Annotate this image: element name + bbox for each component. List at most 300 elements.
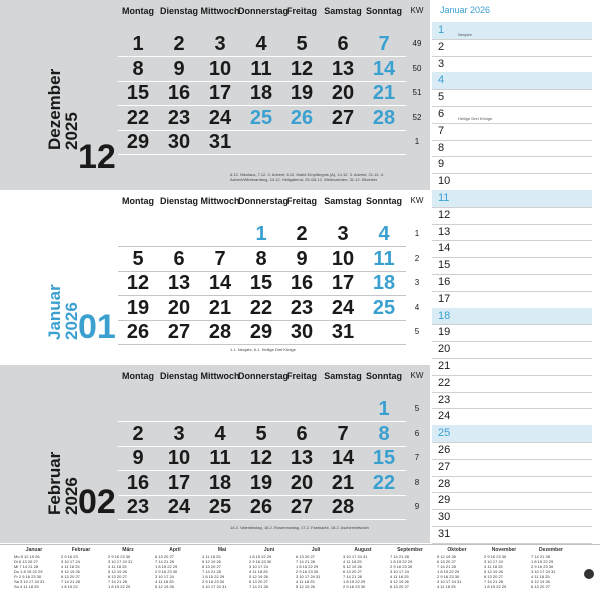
day-cell[interactable]: 23 (126, 496, 150, 518)
year-month-mini (155, 548, 195, 589)
notes-row[interactable] (432, 274, 592, 292)
week-number: 3 (414, 278, 420, 287)
week-number: 49 (412, 39, 422, 48)
day-cell[interactable]: 14 (372, 57, 396, 80)
day-cell[interactable]: 27 (331, 106, 355, 129)
week-number: 6 (414, 428, 420, 438)
day-cell[interactable]: 7 (378, 33, 390, 55)
notes-day-number: 2 (438, 40, 445, 53)
day-cell[interactable]: 10 (331, 247, 355, 270)
notes-row[interactable] (432, 358, 592, 376)
year-month-row: 7 14 21 28 (155, 559, 174, 564)
year-month-row: 7 14 21 28 (390, 554, 409, 559)
year-month-mini (61, 548, 101, 589)
day-cell[interactable]: 7 (337, 422, 349, 445)
month-year: 2025 (62, 112, 81, 150)
month-name-vertical (46, 220, 80, 340)
weekday-header: Mittwoch (200, 196, 240, 206)
month-panel-dezember (0, 0, 430, 190)
day-cell[interactable]: 15 (372, 447, 396, 469)
weekday-header: Mittwoch (200, 371, 240, 381)
year-month-row: Mi 7 14 21 28 (14, 564, 39, 569)
year-month-row: 5 12 19 26 (61, 569, 80, 574)
notes-holiday-label: Neujahr (458, 32, 473, 37)
day-cell[interactable]: 21 (372, 82, 396, 104)
weekday-header: Donnerstag (238, 371, 289, 381)
year-month-row: 2 9 16 23 (61, 554, 78, 559)
year-month-row: 5 12 19 26 (155, 584, 174, 589)
notes-day-number: 5 (438, 91, 445, 104)
notes-row[interactable] (432, 492, 592, 510)
notes-row[interactable] (432, 140, 592, 158)
year-month-row: 5 12 19 26 (390, 579, 409, 584)
year-month-row: 6 13 20 27 (108, 574, 127, 579)
day-cell[interactable]: 22 (126, 106, 150, 129)
year-month-mini (390, 548, 430, 589)
year-month-row: 7 14 21 28 (61, 579, 80, 584)
week-number-header: KW (410, 371, 424, 380)
day-cell[interactable]: 24 (331, 296, 355, 319)
year-month-mini (14, 548, 54, 589)
year-month-row: Do 1 8 15 22 29 (14, 569, 43, 574)
year-month-row: 1 8 15 22 29 (484, 584, 507, 589)
day-cell[interactable]: 9 (132, 447, 144, 469)
year-month-name: April (169, 547, 181, 553)
day-cell[interactable]: 4 (214, 422, 226, 445)
day-cell[interactable]: 25 (249, 106, 273, 129)
day-cell[interactable]: 19 (249, 471, 273, 494)
year-month-name: September (397, 547, 423, 553)
year-month-row: 1 8 15 22 29 (108, 584, 131, 589)
notes-row[interactable] (432, 224, 592, 242)
year-month-row: 2 9 16 23 30 (108, 554, 131, 559)
year-month-row: 3 10 17 24 (155, 574, 174, 579)
month-year: 2026 (62, 477, 81, 515)
day-cell[interactable]: 19 (126, 296, 150, 319)
year-month-row: 3 10 17 24 (249, 564, 268, 569)
weekday-header: Montag (122, 196, 154, 206)
day-cell[interactable]: 1 (378, 398, 390, 420)
year-month-row: So 4 11 18 25 (14, 584, 39, 589)
month-notes-column (432, 5, 600, 544)
day-cell[interactable]: 15 (249, 272, 273, 294)
notes-day-number: 26 (438, 444, 451, 456)
notes-row[interactable] (432, 106, 592, 124)
year-month-row: 7 14 21 28 (108, 579, 127, 584)
weekday-header: Sonntag (366, 6, 402, 16)
notes-day-number: 14 (438, 242, 451, 255)
notes-day-number: 15 (438, 259, 451, 272)
month-name-vertical (46, 395, 80, 515)
year-month-name: Februar (71, 547, 91, 553)
year-month-row: 7 14 21 28 (484, 579, 503, 584)
notes-day-number: 7 (438, 124, 445, 137)
notes-row[interactable] (432, 123, 592, 141)
year-month-row: 6 13 20 27 (390, 584, 409, 589)
year-month-row: 5 12 19 26 (484, 569, 503, 574)
year-month-row: 1 8 15 22 29 (531, 559, 554, 564)
month-number: 12 (78, 138, 116, 176)
year-month-name: Mai (217, 547, 227, 553)
year-month-row: 3 10 17 24 31 (296, 574, 321, 579)
month-number: 01 (78, 308, 116, 346)
year-month-name: August (354, 547, 372, 553)
month-name: Dezember (45, 68, 64, 150)
day-cell[interactable]: 9 (173, 57, 185, 80)
day-cell[interactable]: 20 (331, 82, 355, 104)
day-cell[interactable]: 21 (331, 471, 355, 494)
year-month-row: 6 13 20 27 (202, 564, 221, 569)
notes-row[interactable] (432, 341, 592, 359)
notes-row[interactable] (432, 240, 592, 258)
day-cell[interactable]: 28 (372, 106, 396, 129)
year-month-row: 2 9 16 23 30 (531, 564, 554, 569)
day-cell[interactable]: 4 (378, 223, 390, 245)
year-month-row: 7 14 21 28 (202, 569, 221, 574)
day-cell[interactable]: 11 (209, 447, 231, 469)
notes-row[interactable] (432, 408, 592, 426)
month-side-label (0, 365, 118, 543)
day-cell[interactable]: 23 (290, 296, 314, 319)
row-divider (118, 154, 406, 155)
year-month-mini (343, 548, 383, 589)
notes-row[interactable] (432, 190, 592, 208)
day-cell[interactable]: 17 (208, 82, 232, 104)
day-cell[interactable]: 6 (337, 33, 349, 55)
day-cell[interactable]: 12 (126, 272, 150, 294)
notes-row[interactable] (432, 56, 592, 74)
year-month-row: 6 13 20 27 (531, 584, 550, 589)
day-cell[interactable]: 22 (249, 296, 273, 319)
day-cell[interactable]: 3 (214, 33, 226, 55)
week-number: 7 (414, 453, 420, 462)
year-month-row: 2 9 16 23 30 (249, 559, 272, 564)
notes-row[interactable] (432, 207, 592, 225)
year-month-row: 3 10 17 24 31 (531, 569, 556, 574)
day-cell[interactable]: 1 (132, 33, 144, 55)
day-cell[interactable]: 3 (173, 422, 185, 445)
weekday-header: Samstag (324, 196, 362, 206)
year-month-row: 4 11 18 25 (202, 554, 221, 559)
day-cell[interactable]: 5 (132, 247, 144, 270)
day-cell[interactable]: 26 (249, 496, 273, 518)
day-cell[interactable]: 7 (214, 247, 226, 270)
weekday-header: Sonntag (366, 371, 402, 381)
day-cell[interactable]: 16 (167, 82, 191, 104)
year-month-row: 2 9 16 23 30 (437, 574, 460, 579)
week-number: 50 (412, 63, 422, 73)
year-month-row: 7 14 21 28 (296, 559, 315, 564)
day-cell[interactable]: 20 (290, 471, 314, 494)
day-cell[interactable]: 31 (208, 131, 232, 153)
notes-day-number: 3 (438, 57, 445, 70)
year-month-mini (484, 548, 524, 589)
notes-day-number: 27 (438, 460, 451, 473)
notes-day-number: 25 (438, 427, 451, 440)
notes-day-number: 9 (438, 158, 445, 171)
weekday-header: Donnerstag (238, 6, 289, 16)
notes-row[interactable] (432, 89, 592, 107)
weekday-header: Sonntag (366, 196, 402, 206)
year-month-row: 6 13 20 27 (484, 574, 503, 579)
notes-day-number: 19 (438, 326, 451, 339)
day-cell[interactable]: 13 (167, 272, 191, 294)
year-month-row: 4 11 18 25 (484, 564, 503, 569)
day-cell[interactable]: 9 (296, 247, 308, 270)
notes-day-number: 1 (438, 24, 445, 36)
day-cell[interactable]: 8 (255, 247, 267, 270)
day-cell[interactable]: 15 (126, 82, 150, 104)
year-month-row: 1 8 15 22 29 (249, 554, 272, 559)
year-month-row: 2 9 16 23 30 (202, 579, 225, 584)
day-cell[interactable]: 16 (126, 471, 150, 494)
notes-day-number: 4 (438, 74, 445, 87)
year-month-mini (249, 548, 289, 589)
notes-row[interactable] (432, 425, 592, 443)
day-cell[interactable]: 4 (255, 33, 267, 55)
weekday-header: Samstag (324, 6, 362, 16)
notes-day-number: 29 (438, 494, 451, 507)
notes-day-number: 10 (438, 175, 451, 188)
year-month-row: 5 12 19 26 (202, 559, 221, 564)
day-cell[interactable]: 28 (208, 321, 232, 343)
day-cell[interactable]: 6 (296, 422, 308, 445)
year-month-mini (108, 548, 148, 589)
year-month-row: 4 11 18 25 (296, 579, 315, 584)
day-cell[interactable]: 14 (208, 272, 232, 294)
year-month-name: März (122, 547, 134, 553)
year-month-row: 5 12 19 26 (108, 569, 127, 574)
year-month-row: 5 12 19 26 (531, 579, 550, 584)
weekday-header: Montag (122, 6, 154, 16)
year-month-row: 2 9 16 23 30 (343, 584, 366, 589)
year-month-row: Sa 3 10 17 24 31 (14, 579, 45, 584)
day-cell[interactable]: 13 (290, 447, 314, 469)
year-month-row: 5 12 19 26 (249, 574, 268, 579)
notes-row[interactable] (432, 375, 592, 393)
day-cell[interactable]: 24 (167, 496, 191, 518)
publisher-logo-icon (584, 569, 594, 579)
year-month-row: 3 10 17 24 (61, 559, 80, 564)
day-cell[interactable]: 25 (208, 496, 232, 518)
year-month-row: 6 13 20 27 (61, 574, 80, 579)
day-cell[interactable]: 26 (290, 106, 314, 129)
row-divider (118, 344, 406, 345)
notes-row[interactable] (432, 291, 592, 309)
year-month-name: Juli (311, 547, 321, 553)
day-cell[interactable]: 11 (250, 57, 272, 80)
year-month-row: 2 9 16 23 30 (296, 569, 319, 574)
week-number: 1 (414, 229, 420, 238)
day-cell[interactable]: 8 (132, 57, 144, 80)
day-cell[interactable]: 27 (290, 496, 314, 518)
month-number: 02 (78, 483, 116, 521)
notes-row[interactable] (432, 257, 592, 275)
week-number: 8 (414, 477, 420, 487)
week-number: 51 (412, 88, 422, 97)
notes-day-number: 12 (438, 208, 451, 221)
week-number: 5 (414, 404, 420, 413)
day-cell[interactable]: 6 (173, 247, 185, 270)
notes-row[interactable] (432, 39, 592, 57)
year-overview (0, 544, 600, 601)
year-month-row: 2 9 16 23 30 (390, 564, 413, 569)
weekday-header: Freitag (286, 371, 317, 381)
month-name-vertical (46, 30, 80, 150)
year-month-name: Oktober (447, 547, 467, 553)
day-cell[interactable]: 18 (372, 272, 396, 294)
day-cell[interactable]: 2 (132, 422, 144, 445)
year-month-row: Di 6 13 20 27 (14, 559, 38, 564)
year-month-row: 3 10 17 24 (484, 559, 503, 564)
year-month-row: 1 8 15 22 29 (202, 574, 225, 579)
year-month-row: 6 13 20 27 (249, 579, 268, 584)
notes-day-number: 28 (438, 477, 451, 490)
year-month-row: 2 9 16 23 30 (484, 554, 507, 559)
holiday-notes: 14.2. Valentinstag, 16.2. Rosenmontag, 17.2. Fastnacht, 18.2. Aschermittwoch (230, 525, 369, 530)
notes-row[interactable] (432, 526, 592, 544)
day-cell[interactable]: 2 (173, 33, 185, 55)
year-month-mini (202, 548, 242, 589)
year-month-name: Juni (263, 547, 275, 553)
year-month-row: 4 11 18 25 (155, 579, 174, 584)
day-cell[interactable]: 28 (331, 496, 355, 518)
notes-row[interactable] (432, 459, 592, 477)
year-month-row: 7 14 21 28 (531, 554, 550, 559)
year-month-row: 5 12 19 26 (296, 584, 315, 589)
year-month-row: Fr 2 9 16 23 30 (14, 574, 42, 579)
day-cell[interactable]: 14 (331, 447, 355, 469)
weekday-header: Samstag (324, 371, 362, 381)
notes-row[interactable] (432, 509, 592, 527)
notes-day-number: 31 (438, 528, 451, 540)
year-month-row: 5 12 19 26 (343, 564, 362, 569)
notes-row[interactable] (432, 442, 592, 460)
day-cell[interactable]: 1 (255, 223, 267, 245)
year-month-row: 1 8 15 22 29 (296, 564, 319, 569)
week-number: 5 (414, 327, 420, 336)
weekday-header: Donnerstag (238, 196, 289, 206)
year-month-row: 7 14 21 28 (437, 564, 456, 569)
year-month-name: Dezember (539, 547, 563, 553)
year-month-row: 4 11 18 25 (108, 564, 127, 569)
notes-day-number: 13 (438, 225, 451, 238)
day-cell[interactable]: 26 (126, 321, 150, 343)
notes-day-number: 22 (438, 376, 451, 389)
day-cell[interactable]: 5 (255, 422, 267, 445)
notes-day-number: 18 (438, 309, 451, 322)
weekday-header: Dienstag (159, 196, 198, 206)
day-cell[interactable]: 21 (208, 296, 232, 319)
day-cell[interactable]: 30 (290, 321, 314, 343)
year-month-mini (437, 548, 477, 589)
week-number: 1 (414, 137, 420, 146)
weekday-header: Dienstag (159, 6, 198, 16)
day-cell[interactable]: 24 (208, 106, 232, 129)
day-cell[interactable]: 3 (337, 223, 349, 245)
day-cell[interactable]: 10 (167, 447, 191, 469)
weekday-header: Mittwoch (200, 6, 240, 16)
day-cell[interactable]: 23 (167, 106, 191, 129)
day-cell[interactable]: 12 (249, 447, 273, 469)
day-cell[interactable]: 29 (126, 131, 150, 153)
day-cell[interactable]: 25 (372, 296, 396, 319)
day-cell[interactable]: 8 (378, 422, 390, 445)
notes-row[interactable] (432, 308, 592, 326)
day-cell[interactable]: 30 (167, 131, 191, 153)
day-cell[interactable]: 18 (208, 471, 232, 494)
day-cell[interactable]: 12 (290, 57, 314, 80)
month-side-label (0, 0, 118, 190)
year-month-row: 1 8 15 22 29 (155, 564, 178, 569)
notes-row[interactable] (432, 156, 592, 174)
notes-row[interactable] (432, 72, 592, 90)
day-cell[interactable]: 5 (296, 33, 308, 55)
year-month-row: 7 14 21 28 (249, 584, 268, 589)
day-cell[interactable]: 19 (290, 82, 314, 104)
year-month-mini (296, 548, 336, 589)
notes-row[interactable] (432, 173, 592, 191)
day-cell[interactable]: 11 (373, 247, 395, 270)
notes-day-number: 21 (438, 360, 451, 372)
day-cell[interactable]: 2 (296, 223, 308, 245)
year-month-row: 4 11 18 25 (249, 569, 268, 574)
month-panel-januar (0, 190, 430, 365)
year-month-row: 6 13 20 27 (343, 569, 362, 574)
holiday-notes: 6.12. Nikolaus, 7.12. 2. Advent, 8.12. Mariä Empfängnis (A), 14.12. 3. Advent, 21.12. 4. Advent/Winteranfang, 24.12. Heiligabend, 25./26.12. Weihnachten, 31.12. Silvester (230, 172, 385, 182)
day-cell[interactable]: 29 (249, 321, 273, 343)
day-cell[interactable]: 17 (331, 272, 355, 294)
notes-day-number: 30 (438, 511, 451, 524)
year-month-row: 3 10 17 24 31 (343, 554, 368, 559)
holiday-notes: 1.1. Neujahr, 6.1. Heilige Drei Könige (230, 347, 296, 352)
year-month-row: Mo 5 12 19 26 (14, 554, 40, 559)
day-cell[interactable]: 10 (208, 57, 232, 80)
day-cell[interactable]: 27 (167, 321, 191, 343)
year-month-name: November (491, 547, 517, 553)
year-month-mini (531, 548, 571, 589)
month-year: 2026 (62, 302, 81, 340)
year-month-row: 4 11 18 25 (343, 559, 362, 564)
year-month-row: 7 14 21 28 (343, 574, 362, 579)
year-month-row: 4 11 18 25 (437, 584, 456, 589)
year-month-row: 3 10 17 24 31 (202, 584, 227, 589)
day-cell[interactable]: 18 (249, 82, 273, 104)
notes-day-number: 16 (438, 276, 451, 288)
year-month-row: 3 10 17 24 31 (437, 579, 462, 584)
row-divider (118, 519, 406, 520)
week-number-header: KW (410, 6, 424, 15)
notes-row[interactable] (432, 476, 592, 494)
day-cell[interactable]: 20 (167, 296, 191, 319)
year-month-row: 1 8 15 22 29 (437, 569, 460, 574)
day-cell[interactable]: 22 (372, 471, 396, 494)
week-number-header: KW (410, 196, 424, 205)
year-month-row: 1 8 15 22 29 (343, 579, 366, 584)
day-cell[interactable]: 16 (290, 272, 314, 294)
year-month-row: 1 8 15 22 (61, 584, 78, 589)
day-cell[interactable]: 13 (331, 57, 355, 80)
notes-row[interactable] (432, 392, 592, 410)
notes-row[interactable] (432, 22, 592, 40)
year-month-row: 3 10 17 24 31 (108, 559, 133, 564)
weekday-header: Montag (122, 371, 154, 381)
day-cell[interactable]: 17 (167, 471, 191, 494)
year-month-row: 4 11 18 25 (531, 574, 550, 579)
day-cell[interactable]: 31 (331, 321, 355, 343)
week-number: 4 (414, 302, 420, 312)
notes-row[interactable] (432, 324, 592, 342)
